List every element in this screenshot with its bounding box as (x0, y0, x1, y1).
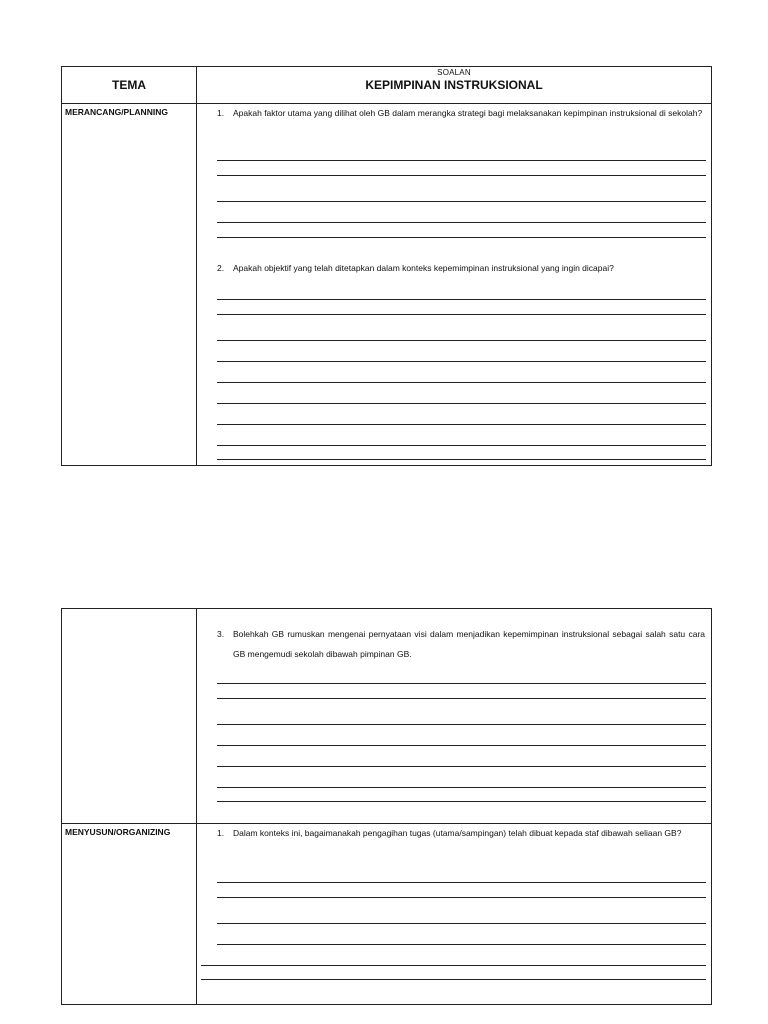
answer-line[interactable] (217, 160, 706, 161)
answer-line[interactable] (217, 882, 706, 883)
answer-line[interactable] (217, 766, 706, 767)
answer-line[interactable] (217, 698, 706, 699)
answer-line[interactable] (217, 923, 706, 924)
answer-line[interactable] (217, 445, 706, 446)
answer-line[interactable] (217, 424, 706, 425)
question-2 (217, 258, 705, 278)
answer-line[interactable] (217, 314, 706, 315)
answer-line[interactable] (217, 944, 706, 945)
answer-line[interactable] (217, 299, 706, 300)
question-1 (217, 103, 705, 123)
header-soalan (197, 67, 711, 103)
theme-organizing: MENYUSUN/ORGANIZING (65, 827, 171, 837)
answer-line[interactable] (217, 403, 706, 404)
question-text: Dalam konteks ini, bagaimanakah pengagihan tugas (utama/sampingan) telah dibuat kepada staf dibawah seliaan GB? (233, 828, 682, 838)
question-text: Apakah faktor utama yang dilihat oleh GB dalam merangka strategi bagi melaksanakan kepimpinan instruksional di sekolah? (233, 108, 703, 118)
question-text: Apakah objektif yang telah ditetapkan dalam konteks kepemimpinan instruksional yang ingin dicapai? (233, 263, 614, 273)
answer-line[interactable] (217, 897, 706, 898)
question-organizing-1 (217, 823, 705, 843)
answer-line[interactable] (217, 175, 706, 176)
header-soalan-label: SOALAN (437, 68, 471, 77)
header-tema: TEMA (112, 78, 146, 92)
answer-line[interactable] (217, 340, 706, 341)
question-number: 1. (217, 108, 225, 118)
answer-line[interactable] (201, 979, 706, 980)
answer-line[interactable] (217, 382, 706, 383)
question-text: Bolehkah GB rumuskan mengenai pernyataan visi dalam menjadikan kepemimpinan instruksional sebagai salah satu cara GB mengemudi sekolah dibawah pimpinan GB. (233, 629, 705, 659)
table-organizing (61, 608, 712, 1005)
question-3 (217, 624, 705, 664)
answer-line[interactable] (217, 787, 706, 788)
answer-line[interactable] (217, 237, 706, 238)
table-planning (61, 66, 712, 466)
question-number: 2. (217, 263, 225, 273)
answer-line[interactable] (217, 222, 706, 223)
answer-line[interactable] (217, 683, 706, 684)
header-soalan-title: KEPIMPINAN INSTRUKSIONAL (365, 78, 543, 92)
answer-line[interactable] (217, 459, 706, 460)
answer-line[interactable] (217, 201, 706, 202)
answer-line[interactable] (217, 745, 706, 746)
answer-line[interactable] (201, 965, 706, 966)
theme-planning: MERANCANG/PLANNING (65, 107, 168, 117)
column-divider (196, 609, 197, 1004)
question-number: 3. (217, 629, 225, 639)
answer-line[interactable] (217, 361, 706, 362)
answer-line[interactable] (217, 801, 706, 802)
column-divider (196, 67, 197, 465)
question-number: 1. (217, 828, 225, 838)
answer-line[interactable] (217, 724, 706, 725)
